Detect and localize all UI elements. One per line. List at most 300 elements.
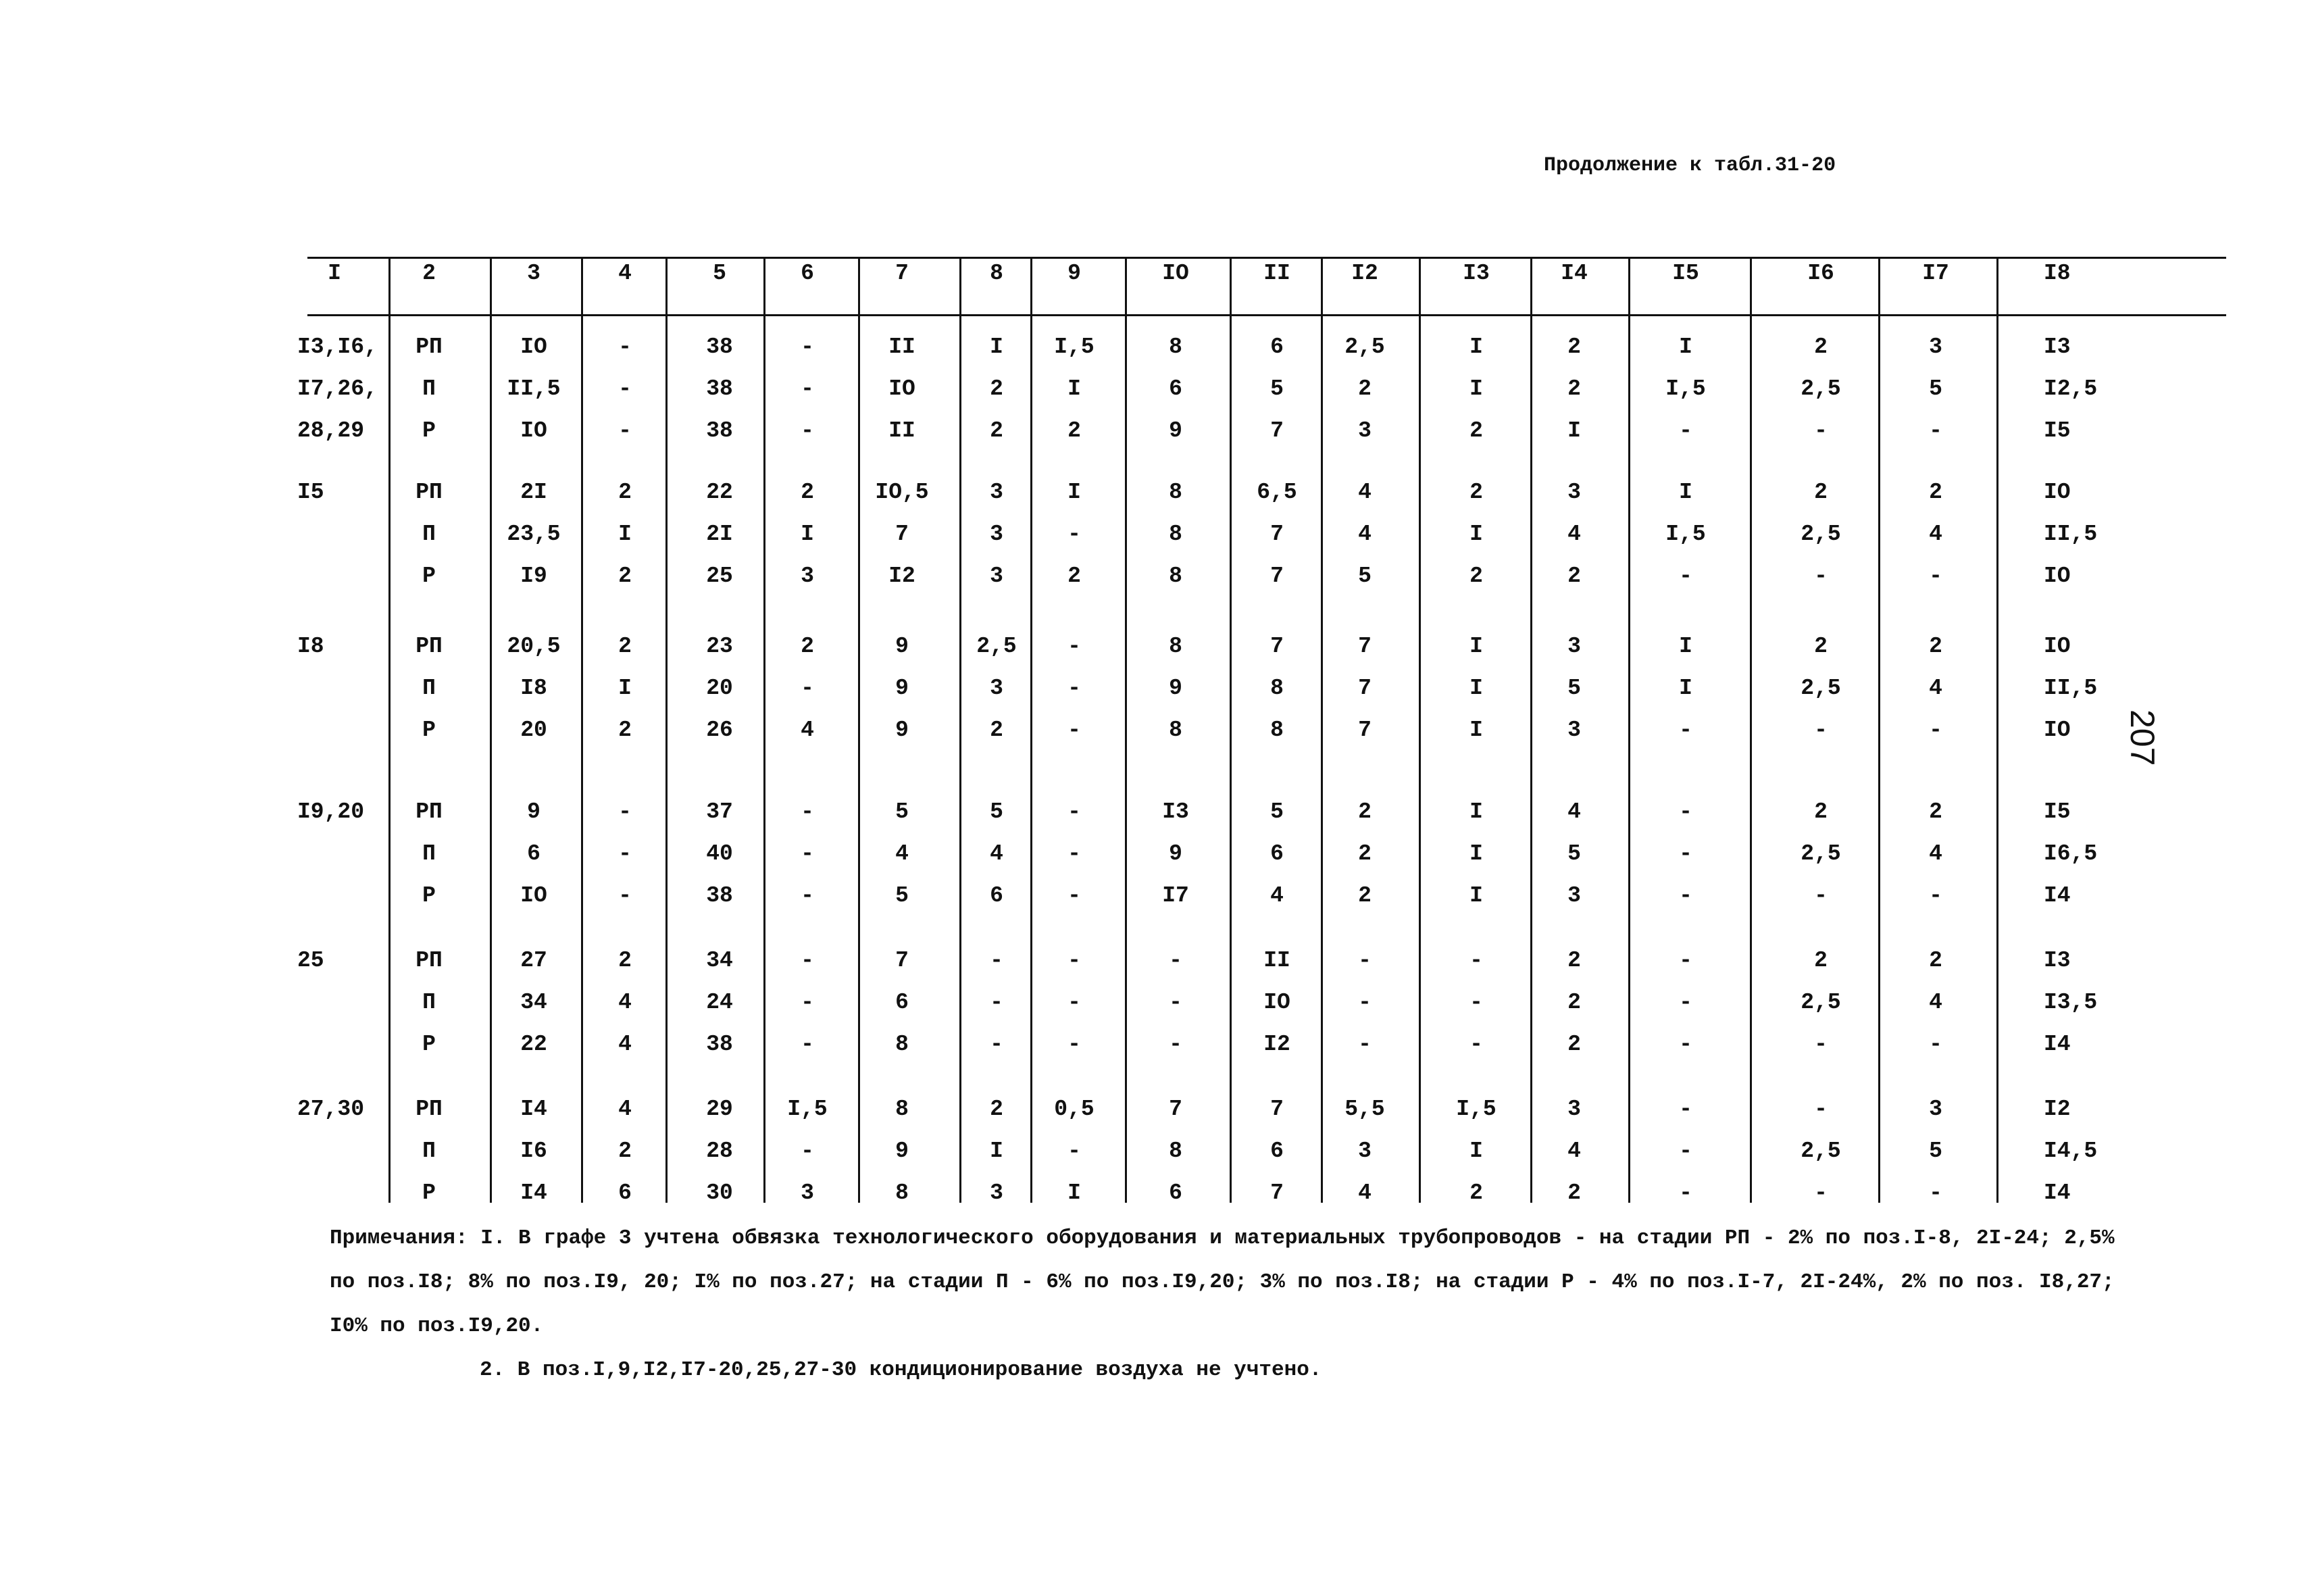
table-cell: 38 [706,376,733,401]
table-cell: 2 [1814,480,1828,505]
table-cell: - [1814,1180,1828,1205]
table-cell: 5 [1270,376,1284,401]
header-cell: 9 [1067,261,1081,286]
table-cell: 2,5 [1801,676,1841,701]
table-cell: I [990,1139,1003,1164]
table-cell: 3 [990,480,1003,505]
table-cell: I [1469,1139,1483,1164]
column-divider [1030,257,1032,1203]
table-cell: 23 [706,634,733,659]
table-cell: - [618,799,632,824]
table-cell: I [1469,718,1483,743]
table-cell: 7 [1270,418,1284,443]
column-divider [388,257,391,1203]
table-cell: 2 [1567,564,1581,589]
table-cell: I2,5 [2044,376,2098,401]
table-cell: - [990,990,1003,1015]
table-cell: 38 [706,1032,733,1057]
table-cell: IO [2044,564,2071,589]
table-cell: 23,5 [507,522,561,547]
table-cell: - [801,1032,814,1057]
table-cell: IO [2044,634,2071,659]
table-cell: 4 [618,990,632,1015]
stage-cell: Р [422,418,436,443]
table-cell: - [1814,1097,1828,1122]
table-cell: I2 [2044,1097,2071,1122]
table-top-rule [307,257,2226,259]
table-cell: 2 [801,634,814,659]
table-cell: I [1067,1180,1081,1205]
table-cell: 4 [1567,522,1581,547]
table-cell: - [1814,564,1828,589]
header-cell: II [1263,261,1290,286]
column-divider [1996,257,1998,1203]
table-cell: - [1067,841,1081,866]
table-cell: 37 [706,799,733,824]
table-cell: 7 [1358,634,1372,659]
table-cell: 30 [706,1180,733,1205]
table-cell: 2 [1567,376,1581,401]
position-label: I3,I6, [297,334,378,359]
table-cell: 6 [1169,1180,1182,1205]
table-cell: 2 [1358,799,1372,824]
table-cell: 24 [706,990,733,1015]
table-cell: I [1679,480,1692,505]
header-cell: 2 [422,261,436,286]
table-cell: 8 [1270,718,1284,743]
column-divider [1125,257,1127,1203]
table-cell: 3 [1929,334,1942,359]
table-cell: - [801,418,814,443]
table-cell: - [1067,883,1081,908]
table-cell: - [990,1032,1003,1057]
table-cell: I2 [1263,1032,1290,1057]
table-cell: 2 [1929,634,1942,659]
table-cell: - [1067,948,1081,973]
header-cell: I8 [2044,261,2071,286]
stage-cell: РП [416,334,443,359]
table-cell: - [1679,1097,1692,1122]
table-cell: I [618,522,632,547]
table-cell: - [1929,418,1942,443]
table-cell: 6 [1169,376,1182,401]
column-divider [490,257,492,1203]
table-cell: I [1679,676,1692,701]
column-divider [1321,257,1323,1203]
table-cell: - [1067,799,1081,824]
table-cell: 7 [895,522,909,547]
table-cell: - [1679,799,1692,824]
table-cell: 2 [618,718,632,743]
position-label: I7,26, [297,376,378,401]
header-cell: 4 [618,261,632,286]
table-cell: 9 [895,634,909,659]
table-cell: 2 [1067,418,1081,443]
table-cell: 2 [1567,990,1581,1015]
table-cell: 4 [801,718,814,743]
header-cell: I7 [1922,261,1949,286]
table-cell: IO [2044,718,2071,743]
position-label: I9,20 [297,799,365,824]
table-cell: 20,5 [507,634,561,659]
table-cell: 8 [1169,718,1182,743]
table-cell: 5 [895,799,909,824]
column-divider [858,257,860,1203]
column-divider [1878,257,1880,1203]
table-cell: I5 [2044,418,2071,443]
table-cell: - [801,990,814,1015]
stage-cell: П [422,376,436,401]
header-cell: I5 [1672,261,1699,286]
table-cell: - [1814,718,1828,743]
table-cell: 9 [1169,676,1182,701]
table-cell: I8 [520,676,547,701]
table-cell: 2 [1814,334,1828,359]
stage-cell: РП [416,948,443,973]
table-cell: I [618,676,632,701]
table-cell: 8 [1270,676,1284,701]
table-cell: 2 [1067,564,1081,589]
column-divider [1628,257,1630,1203]
table-cell: II,5 [507,376,561,401]
table-cell: 2 [1567,334,1581,359]
table-cell: 8 [1169,522,1182,547]
table-cell: 6 [990,883,1003,908]
table-cell: - [1679,841,1692,866]
table-cell: 20 [520,718,547,743]
table-cell: IO [2044,480,2071,505]
table-cell: 20 [706,676,733,701]
table-cell: 7 [1358,718,1372,743]
table-cell: - [801,376,814,401]
table-cell: 8 [1169,634,1182,659]
table-cell: - [1169,948,1182,973]
table-cell: 22 [706,480,733,505]
table-cell: 5 [1358,564,1372,589]
table-cell: I6,5 [2044,841,2098,866]
table-cell: 6 [1270,841,1284,866]
stage-cell: РП [416,634,443,659]
table-cell: 3 [1358,418,1372,443]
table-cell: - [1067,990,1081,1015]
table-cell: 4 [1567,1139,1581,1164]
table-cell: 9 [895,1139,909,1164]
table-cell: 2 [990,418,1003,443]
header-cell: I3 [1463,261,1490,286]
table-cell: 2 [1929,480,1942,505]
table-cell: 2I [706,522,733,547]
header-cell: 5 [713,261,726,286]
table-cell: 2 [801,480,814,505]
table-cell: 2 [1567,1032,1581,1057]
table-cell: - [1067,1139,1081,1164]
table-cell: - [801,841,814,866]
table-cell: 5 [990,799,1003,824]
table-cell: 27 [520,948,547,973]
table-cell: 3 [1567,718,1581,743]
table-cell: I [1469,676,1483,701]
table-cell: 9 [527,799,540,824]
table-cell: 2,5 [1801,376,1841,401]
table-cell: 2 [1814,799,1828,824]
table-cell: - [801,948,814,973]
table-cell: 22 [520,1032,547,1057]
table-cell: I,5 [1054,334,1095,359]
table-cell: 7 [1270,1180,1284,1205]
table-cell: - [1679,948,1692,973]
table-cell: 2 [1358,841,1372,866]
table-cell: 38 [706,418,733,443]
table-cell: 4 [1358,480,1372,505]
table-cell: 7 [1270,1097,1284,1122]
table-cell: - [1679,1180,1692,1205]
table-cell: 29 [706,1097,733,1122]
table-cell: 2 [1567,1180,1581,1205]
table-cell: I,5 [787,1097,828,1122]
table-cell: II [888,334,915,359]
table-cell: - [1358,990,1372,1015]
page-number: 207 [2123,709,2161,766]
table-cell: 2,5 [1801,990,1841,1015]
table-cell: IO [520,883,547,908]
table-cell: 3 [1567,480,1581,505]
table-cell: 28 [706,1139,733,1164]
column-divider [581,257,583,1203]
table-cell: - [1169,990,1182,1015]
table-cell: IO [520,334,547,359]
table-cell: - [1814,418,1828,443]
table-cell: 34 [520,990,547,1015]
table-cell: - [1067,522,1081,547]
table-cell: 2 [1814,948,1828,973]
table-cell: 2,5 [976,634,1017,659]
table-cell: 2 [618,634,632,659]
table-cell: 8 [1169,1139,1182,1164]
header-cell: I6 [1807,261,1834,286]
table-cell: 2,5 [1801,841,1841,866]
position-label: I8 [297,634,324,659]
table-cell: - [1814,883,1828,908]
table-cell: - [618,334,632,359]
table-cell: 8 [895,1032,909,1057]
table-cell: I3 [1162,799,1189,824]
table-cell: IO,5 [875,480,929,505]
table-cell: 2 [990,376,1003,401]
table-cell: 9 [1169,418,1182,443]
table-cell: 2 [618,564,632,589]
table-cell: I [990,334,1003,359]
header-cell: IO [1162,261,1189,286]
header-cell: 6 [801,261,814,286]
table-cell: 2 [1469,418,1483,443]
table-cell: 3 [990,676,1003,701]
table-cell: 38 [706,883,733,908]
table-cell: 4 [1929,841,1942,866]
table-cell: 7 [1270,564,1284,589]
table-cell: 25 [706,564,733,589]
table-cell: II,5 [2044,522,2098,547]
table-cell: 7 [1358,676,1372,701]
table-cell: - [1469,990,1483,1015]
table-cell: 5 [1567,676,1581,701]
table-cell: - [1469,948,1483,973]
header-cell: 3 [527,261,540,286]
table-cell: IO [520,418,547,443]
table-cell: 2 [618,480,632,505]
column-divider [1230,257,1232,1203]
table-cell: 3 [1929,1097,1942,1122]
table-cell: IO [888,376,915,401]
table-cell: - [1679,418,1692,443]
table-cell: 6 [895,990,909,1015]
table-cell: 9 [895,718,909,743]
table-cell: - [801,334,814,359]
table-cell: I4 [2044,1180,2071,1205]
table-cell: 5 [1270,799,1284,824]
table-cell: 2,5 [1801,522,1841,547]
table-cell: 3 [1567,1097,1581,1122]
table-cell: I [1469,522,1483,547]
table-cell: 8 [1169,480,1182,505]
table-cell: I [1067,376,1081,401]
table-cell: I7 [1162,883,1189,908]
table-cell: - [1358,1032,1372,1057]
table-cell: 2 [1469,564,1483,589]
table-cell: 5 [1929,1139,1942,1164]
table-cell: - [1814,1032,1828,1057]
table-caption: Продолжение к табл.31-20 [1544,154,1836,177]
table-cell: I4,5 [2044,1139,2098,1164]
table-cell: 3 [990,1180,1003,1205]
table-cell: 2 [618,948,632,973]
table-cell: IO [1263,990,1290,1015]
position-label: 25 [297,948,324,973]
table-cell: 2 [1929,799,1942,824]
table-cell: - [1929,1032,1942,1057]
table-cell: 4 [1358,1180,1372,1205]
stage-cell: Р [422,1180,436,1205]
table-cell: - [801,1139,814,1164]
stage-cell: П [422,990,436,1015]
note-line-3: I0% по поз.I9,20. [330,1314,544,1338]
stage-cell: П [422,841,436,866]
header-cell: 8 [990,261,1003,286]
table-cell: 4 [1358,522,1372,547]
table-cell: 38 [706,334,733,359]
table-cell: II,5 [2044,676,2098,701]
table-cell: 4 [1270,883,1284,908]
table-cell: 7 [895,948,909,973]
table-cell: I4 [520,1097,547,1122]
table-cell: I [801,522,814,547]
table-cell: 9 [1169,841,1182,866]
table-cell: 4 [1929,522,1942,547]
table-cell: 3 [990,564,1003,589]
stage-cell: РП [416,480,443,505]
table-cell: I2 [888,564,915,589]
table-cell: - [618,841,632,866]
table-cell: - [618,883,632,908]
table-cell: I3 [2044,334,2071,359]
header-cell: I2 [1351,261,1378,286]
table-cell: I5 [2044,799,2071,824]
table-cell: - [1067,634,1081,659]
table-cell: 2,5 [1344,334,1385,359]
table-cell: I [1469,334,1483,359]
table-cell: I [1469,799,1483,824]
table-cell: 4 [1929,990,1942,1015]
table-cell: I [1679,334,1692,359]
table-cell: 6,5 [1257,480,1297,505]
table-cell: 8 [1169,564,1182,589]
table-cell: 4 [1567,799,1581,824]
table-cell: - [1358,948,1372,973]
column-divider [763,257,765,1203]
table-cell: 3 [1358,1139,1372,1164]
table-cell: 7 [1169,1097,1182,1122]
header-cell: I4 [1561,261,1588,286]
table-cell: 4 [618,1032,632,1057]
stage-cell: Р [422,1032,436,1057]
table-cell: I6 [520,1139,547,1164]
table-cell: 2I [520,480,547,505]
stage-cell: РП [416,799,443,824]
stage-cell: П [422,676,436,701]
table-cell: I [1567,418,1581,443]
table-cell: I [1469,841,1483,866]
note-line-4: 2. В поз.I,9,I2,I7-20,25,27-30 кондиционирование воздуха не учтено. [480,1358,1322,1382]
stage-cell: Р [422,564,436,589]
table-cell: - [801,799,814,824]
table-cell: - [1679,718,1692,743]
table-cell: I,5 [1456,1097,1496,1122]
table-cell: - [1679,883,1692,908]
table-cell: 9 [895,676,909,701]
table-cell: 2 [618,1139,632,1164]
table-cell: II [1263,948,1290,973]
column-divider [665,257,668,1203]
table-cell: 2 [1567,948,1581,973]
table-cell: 8 [1169,334,1182,359]
table-cell: 2 [1358,376,1372,401]
stage-cell: П [422,522,436,547]
stage-cell: Р [422,718,436,743]
table-cell: 5 [1567,841,1581,866]
table-cell: 2 [1358,883,1372,908]
table-cell: - [1929,1180,1942,1205]
stage-cell: РП [416,1097,443,1122]
table-cell: 6 [527,841,540,866]
table-cell: - [1469,1032,1483,1057]
table-cell: - [1929,564,1942,589]
table-cell: 3 [1567,883,1581,908]
table-cell: I [1469,634,1483,659]
table-cell: I3,5 [2044,990,2098,1015]
table-cell: 2 [1469,480,1483,505]
table-cell: I,5 [1665,376,1706,401]
table-cell: 6 [618,1180,632,1205]
table-cell: 3 [801,1180,814,1205]
table-cell: 2 [1929,948,1942,973]
table-cell: 34 [706,948,733,973]
table-cell: 0,5 [1054,1097,1095,1122]
table-cell: II [888,418,915,443]
table-cell: - [801,676,814,701]
table-cell: I [1679,634,1692,659]
table-cell: I [1067,480,1081,505]
table-cell: 7 [1270,522,1284,547]
column-divider [1530,257,1532,1203]
